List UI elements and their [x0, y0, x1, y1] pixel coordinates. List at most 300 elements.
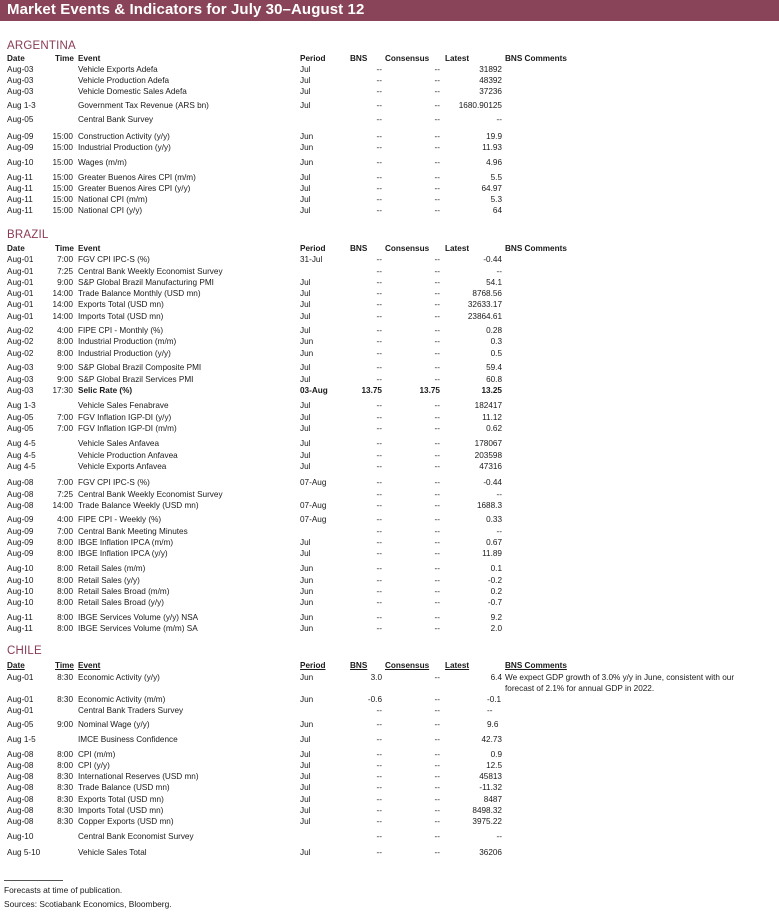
cell-latest: 0.2: [490, 587, 502, 596]
cell-time: 7:25: [57, 490, 73, 499]
cell-latest: 1688.3: [476, 501, 502, 510]
cell-event: IMCE Business Confidence: [78, 735, 178, 744]
column-header-bns: BNS: [350, 54, 368, 63]
table-row: [0, 299, 779, 310]
cell-date: Aug 1-3: [7, 401, 36, 410]
cell-consensus: --: [434, 184, 440, 193]
cell-event: National CPI (m/m): [78, 195, 148, 204]
column-header-latest: Latest: [445, 54, 470, 63]
cell-time: 15:00: [52, 143, 73, 152]
cell-event: FGV Inflation IGP-DI (y/y): [78, 413, 172, 422]
cell-period: Jul: [300, 173, 311, 182]
table-row: [0, 623, 779, 634]
cell-bns: 13.75: [361, 386, 382, 395]
cell-latest: -0.44: [483, 478, 502, 487]
cell-consensus: --: [434, 598, 440, 607]
cell-latest: 3975.22: [472, 817, 502, 826]
cell-bns: --: [376, 115, 382, 124]
cell-bns: --: [376, 761, 382, 770]
cell-event: Vehicle Domestic Sales Adefa: [78, 87, 187, 96]
cell-bns: --: [376, 720, 382, 729]
cell-date: Aug-01: [7, 706, 34, 715]
cell-bns: --: [376, 206, 382, 215]
column-header-consensus: Consensus: [385, 661, 430, 670]
cell-latest: 47316: [479, 462, 502, 471]
cell-time: 8:00: [57, 349, 73, 358]
cell-bns: --: [376, 735, 382, 744]
cell-event: Central Bank Weekly Economist Survey: [78, 490, 223, 499]
cell-consensus: --: [434, 278, 440, 287]
cell-time: 14:00: [52, 300, 73, 309]
cell-bns: --: [376, 143, 382, 152]
cell-latest: 2.0: [490, 624, 502, 633]
cell-bns: --: [376, 424, 382, 433]
cell-bns: 3.0: [370, 673, 382, 682]
table-row: [0, 672, 779, 693]
cell-bns: --: [376, 772, 382, 781]
cell-bns: --: [376, 363, 382, 372]
cell-latest: 5.5: [490, 173, 502, 182]
cell-date: Aug-01: [7, 255, 34, 264]
cell-period: Jul: [300, 101, 311, 110]
cell-time: 8:30: [57, 772, 73, 781]
cell-latest: 45813: [479, 772, 502, 781]
cell-time: 7:25: [57, 267, 73, 276]
cell-event: Vehicle Sales Anfavea: [78, 439, 160, 448]
cell-period: Jul: [300, 289, 311, 298]
cell-latest: 59.4: [486, 363, 502, 372]
table-row: [0, 450, 779, 461]
cell-time: 8:00: [57, 613, 73, 622]
cell-comment: We expect GDP growth of 3.0% y/y in June, consistent with our forecast of 2.1% for annual GDP in 2022.: [505, 673, 735, 693]
cell-time: 8:30: [57, 817, 73, 826]
cell-period: Jun: [300, 337, 314, 346]
cell-period: Jul: [300, 424, 311, 433]
cell-time: 7:00: [57, 255, 73, 264]
cell-date: Aug-01: [7, 312, 34, 321]
table-row: [0, 64, 779, 75]
column-header-event: Event: [78, 661, 101, 670]
cell-consensus: --: [434, 206, 440, 215]
column-header-comments: BNS Comments: [505, 54, 567, 63]
cell-event: Imports Total (USD mn): [78, 312, 164, 321]
cell-bns: --: [376, 87, 382, 96]
cell-consensus: --: [434, 76, 440, 85]
table-row: [0, 477, 779, 488]
cell-event: National CPI (y/y): [78, 206, 143, 215]
cell-consensus: --: [434, 832, 440, 841]
cell-date: Aug-08: [7, 501, 34, 510]
cell-consensus: --: [434, 549, 440, 558]
cell-period: Jul: [300, 806, 311, 815]
cell-date: Aug-11: [7, 173, 33, 182]
cell-latest: --: [496, 527, 502, 536]
cell-time: 15:00: [52, 206, 73, 215]
cell-period: Jul: [300, 413, 311, 422]
cell-time: 4:00: [57, 515, 73, 524]
table-row: [0, 749, 779, 760]
cell-date: Aug-03: [7, 375, 34, 384]
cell-latest: 178067: [474, 439, 502, 448]
table-header: [0, 243, 779, 254]
cell-consensus: --: [434, 439, 440, 448]
cell-latest: --: [487, 706, 493, 715]
column-header-bns: BNS: [350, 244, 368, 253]
cell-latest: 6.4: [490, 673, 502, 682]
cell-date: Aug-11: [7, 206, 33, 215]
cell-latest: -0.2: [487, 576, 502, 585]
cell-consensus: --: [434, 720, 440, 729]
cell-bns: --: [376, 195, 382, 204]
table-row: [0, 438, 779, 449]
cell-time: 8:30: [57, 695, 73, 704]
cell-period: Jul: [300, 375, 311, 384]
cell-latest: 0.28: [486, 326, 502, 335]
cell-latest: --: [496, 490, 502, 499]
cell-event: Central Bank Meeting Minutes: [78, 527, 188, 536]
table-row: [0, 782, 779, 793]
cell-bns: --: [376, 300, 382, 309]
cell-date: Aug-08: [7, 772, 34, 781]
cell-period: 31-Jul: [300, 255, 323, 264]
cell-period: Jun: [300, 598, 314, 607]
cell-date: Aug-03: [7, 87, 34, 96]
cell-latest: 36206: [479, 848, 502, 857]
cell-latest: -11.32: [479, 783, 502, 792]
cell-time: 8:00: [57, 587, 73, 596]
cell-period: Jul: [300, 184, 311, 193]
section-title-brazil: BRAZIL: [7, 229, 49, 241]
cell-latest: 0.33: [486, 515, 502, 524]
table-row: [0, 760, 779, 771]
cell-date: Aug-09: [7, 515, 34, 524]
cell-time: 15:00: [52, 173, 73, 182]
table-row: [0, 194, 779, 205]
cell-date: Aug-02: [7, 349, 34, 358]
cell-date: Aug 4-5: [7, 451, 36, 460]
table-row: [0, 586, 779, 597]
page-title: Market Events & Indicators for July 30–August 12: [7, 1, 365, 18]
cell-latest: 0.9: [490, 750, 502, 759]
cell-event: Exports Total (USD mn): [78, 795, 164, 804]
cell-latest: 1680.90125: [458, 101, 502, 110]
cell-bns: --: [376, 624, 382, 633]
cell-consensus: --: [434, 613, 440, 622]
cell-period: Jul: [300, 817, 311, 826]
cell-latest: 19.9: [486, 132, 502, 141]
cell-period: Jul: [300, 462, 311, 471]
table-row: [0, 575, 779, 586]
cell-event: Exports Total (USD mn): [78, 300, 164, 309]
cell-date: Aug-08: [7, 478, 34, 487]
table-row: [0, 805, 779, 816]
table-row: [0, 705, 779, 716]
cell-consensus: --: [434, 761, 440, 770]
cell-time: 8:00: [57, 624, 73, 633]
cell-latest: 5.3: [490, 195, 502, 204]
table-row: [0, 489, 779, 500]
cell-period: Jul: [300, 783, 311, 792]
cell-event: FGV CPI IPC-S (%): [78, 255, 150, 264]
cell-date: Aug-03: [7, 65, 34, 74]
cell-bns: --: [376, 750, 382, 759]
cell-latest: 11.12: [482, 413, 502, 422]
cell-date: Aug-01: [7, 673, 34, 682]
table-row: [0, 514, 779, 525]
table-row: [0, 385, 779, 396]
table-row: [0, 142, 779, 153]
cell-bns: --: [376, 267, 382, 276]
cell-time: 7:00: [57, 478, 73, 487]
table-row: [0, 548, 779, 559]
cell-consensus: --: [434, 115, 440, 124]
cell-date: Aug-10: [7, 832, 34, 841]
cell-latest: 4.96: [486, 158, 502, 167]
cell-consensus: --: [434, 750, 440, 759]
cell-bns: --: [376, 255, 382, 264]
cell-latest: 64.97: [481, 184, 502, 193]
cell-period: Jul: [300, 795, 311, 804]
cell-period: Jul: [300, 451, 311, 460]
table-row: [0, 205, 779, 216]
cell-event: International Reserves (USD mn): [78, 772, 199, 781]
column-header-consensus: Consensus: [385, 54, 430, 63]
footer-note: Forecasts at time of publication.: [4, 885, 123, 895]
cell-time: 8:00: [57, 538, 73, 547]
cell-period: Jun: [300, 158, 314, 167]
cell-date: Aug 5-10: [7, 848, 41, 857]
cell-consensus: --: [434, 363, 440, 372]
cell-date: Aug 4-5: [7, 462, 36, 471]
cell-consensus: --: [434, 312, 440, 321]
cell-event: Vehicle Production Anfavea: [78, 451, 178, 460]
cell-latest: 13.25: [481, 386, 502, 395]
cell-event: Trade Balance Monthly (USD mn): [78, 289, 201, 298]
cell-period: Jun: [300, 576, 314, 585]
cell-latest: 182417: [474, 401, 502, 410]
cell-consensus: --: [434, 132, 440, 141]
cell-event: CPI (m/m): [78, 750, 116, 759]
cell-date: Aug-11: [7, 613, 33, 622]
cell-time: 17:30: [52, 386, 73, 395]
cell-date: Aug-10: [7, 587, 34, 596]
cell-bns: --: [376, 173, 382, 182]
table-row: [0, 400, 779, 411]
cell-date: Aug-02: [7, 326, 34, 335]
cell-bns: --: [376, 101, 382, 110]
cell-bns: --: [376, 598, 382, 607]
column-header-event: Event: [78, 54, 101, 63]
table-header: [0, 660, 779, 671]
cell-consensus: --: [434, 848, 440, 857]
cell-date: Aug-02: [7, 337, 34, 346]
cell-consensus: --: [434, 462, 440, 471]
table-row: [0, 771, 779, 782]
cell-event: Retail Sales Broad (m/m): [78, 587, 170, 596]
cell-time: 7:00: [57, 424, 73, 433]
cell-date: Aug-05: [7, 115, 34, 124]
cell-period: Jul: [300, 439, 311, 448]
cell-time: 15:00: [52, 132, 73, 141]
cell-bns: --: [376, 401, 382, 410]
cell-latest: 54.1: [486, 278, 502, 287]
cell-period: Jul: [300, 401, 311, 410]
cell-latest: 32633.17: [467, 300, 502, 309]
cell-period: Jul: [300, 312, 311, 321]
table-row: [0, 131, 779, 142]
column-header-time: Time: [55, 244, 74, 253]
cell-consensus: --: [434, 706, 440, 715]
table-row: [0, 86, 779, 97]
cell-date: Aug-01: [7, 278, 34, 287]
cell-latest: 0.5: [490, 349, 502, 358]
cell-period: Jul: [300, 206, 311, 215]
table-row: [0, 719, 779, 730]
table-row: [0, 816, 779, 827]
cell-event: Retail Sales Broad (y/y): [78, 598, 165, 607]
cell-period: Jul: [300, 772, 311, 781]
cell-event: FGV CPI IPC-S (%): [78, 478, 150, 487]
table-row: [0, 500, 779, 511]
cell-period: Jul: [300, 735, 311, 744]
cell-date: Aug-08: [7, 806, 34, 815]
table-row: [0, 847, 779, 858]
cell-bns: --: [376, 783, 382, 792]
cell-bns: --: [376, 527, 382, 536]
cell-event: Greater Buenos Aires CPI (y/y): [78, 184, 191, 193]
cell-consensus: --: [434, 337, 440, 346]
cell-bns: --: [376, 515, 382, 524]
cell-latest: 31892: [479, 65, 502, 74]
column-header-period: Period: [300, 54, 326, 63]
cell-latest: 9.6: [487, 720, 499, 729]
cell-bns: -0.6: [367, 695, 382, 704]
cell-consensus: --: [434, 695, 440, 704]
cell-date: Aug-09: [7, 527, 34, 536]
table-row: [0, 100, 779, 111]
cell-event: Central Bank Economist Survey: [78, 832, 194, 841]
cell-date: Aug-08: [7, 761, 34, 770]
cell-event: Central Bank Weekly Economist Survey: [78, 267, 223, 276]
cell-time: 8:00: [57, 549, 73, 558]
column-header-latest: Latest: [445, 661, 470, 670]
column-header-bns: BNS: [350, 661, 368, 670]
cell-period: Jun: [300, 613, 314, 622]
cell-time: 8:00: [57, 598, 73, 607]
cell-time: 14:00: [52, 289, 73, 298]
cell-date: Aug-01: [7, 300, 34, 309]
cell-period: Jun: [300, 587, 314, 596]
cell-date: Aug-11: [7, 195, 33, 204]
cell-latest: 0.1: [490, 564, 502, 573]
cell-period: Jun: [300, 624, 314, 633]
cell-event: Retail Sales (y/y): [78, 576, 140, 585]
cell-consensus: --: [434, 326, 440, 335]
cell-time: 8:30: [57, 795, 73, 804]
cell-period: Jul: [300, 65, 311, 74]
cell-event: Industrial Production (y/y): [78, 349, 171, 358]
cell-period: 03-Aug: [300, 386, 328, 395]
cell-latest: 0.62: [486, 424, 502, 433]
cell-consensus: --: [434, 587, 440, 596]
cell-latest: --: [496, 267, 502, 276]
cell-date: Aug-05: [7, 413, 34, 422]
cell-date: Aug-08: [7, 490, 34, 499]
cell-time: 15:00: [52, 184, 73, 193]
column-header-latest: Latest: [445, 244, 470, 253]
column-header-period: Period: [300, 661, 326, 670]
cell-latest: 203598: [474, 451, 502, 460]
cell-bns: --: [376, 349, 382, 358]
column-header-event: Event: [78, 244, 101, 253]
table-row: [0, 612, 779, 623]
cell-period: 07-Aug: [300, 501, 327, 510]
cell-bns: --: [376, 76, 382, 85]
cell-event: Nominal Wage (y/y): [78, 720, 150, 729]
cell-date: Aug-10: [7, 158, 34, 167]
cell-date: Aug-01: [7, 695, 34, 704]
cell-date: Aug-09: [7, 132, 34, 141]
cell-period: Jul: [300, 363, 311, 372]
cell-latest: 11.89: [482, 549, 502, 558]
section-title-chile: CHILE: [7, 645, 42, 657]
cell-event: FGV Inflation IGP-DI (m/m): [78, 424, 177, 433]
cell-period: Jul: [300, 87, 311, 96]
cell-bns: --: [376, 490, 382, 499]
cell-time: 9:00: [57, 375, 73, 384]
cell-consensus: --: [434, 401, 440, 410]
cell-date: Aug 4-5: [7, 439, 36, 448]
cell-period: Jul: [300, 278, 311, 287]
cell-period: Jun: [300, 564, 314, 573]
cell-consensus: --: [434, 576, 440, 585]
table-row: [0, 348, 779, 359]
cell-event: FIPE CPI - Weekly (%): [78, 515, 162, 524]
cell-bns: --: [376, 613, 382, 622]
cell-event: Industrial Production (m/m): [78, 337, 177, 346]
cell-period: Jul: [300, 326, 311, 335]
cell-consensus: --: [434, 87, 440, 96]
cell-consensus: --: [434, 783, 440, 792]
cell-event: Greater Buenos Aires CPI (m/m): [78, 173, 196, 182]
table-row: [0, 325, 779, 336]
cell-date: Aug-01: [7, 289, 34, 298]
cell-latest: 37236: [479, 87, 502, 96]
column-header-comments: BNS Comments: [505, 244, 567, 253]
table-row: [0, 423, 779, 434]
cell-consensus: --: [434, 173, 440, 182]
cell-bns: --: [376, 65, 382, 74]
table-row: [0, 734, 779, 745]
cell-consensus: --: [434, 564, 440, 573]
cell-bns: --: [376, 576, 382, 585]
table-row: [0, 694, 779, 705]
cell-time: 8:30: [57, 783, 73, 792]
cell-event: Copper Exports (USD mn): [78, 817, 174, 826]
cell-event: IBGE Inflation IPCA (y/y): [78, 549, 168, 558]
table-row: [0, 183, 779, 194]
cell-latest: --: [496, 832, 502, 841]
column-header-comments: BNS Comments: [505, 661, 567, 670]
cell-time: 4:00: [57, 326, 73, 335]
table-header: [0, 53, 779, 64]
cell-consensus: --: [434, 267, 440, 276]
table-row: [0, 254, 779, 265]
cell-bns: --: [376, 832, 382, 841]
cell-time: 15:00: [52, 158, 73, 167]
cell-bns: --: [376, 278, 382, 287]
cell-time: 8:00: [57, 576, 73, 585]
